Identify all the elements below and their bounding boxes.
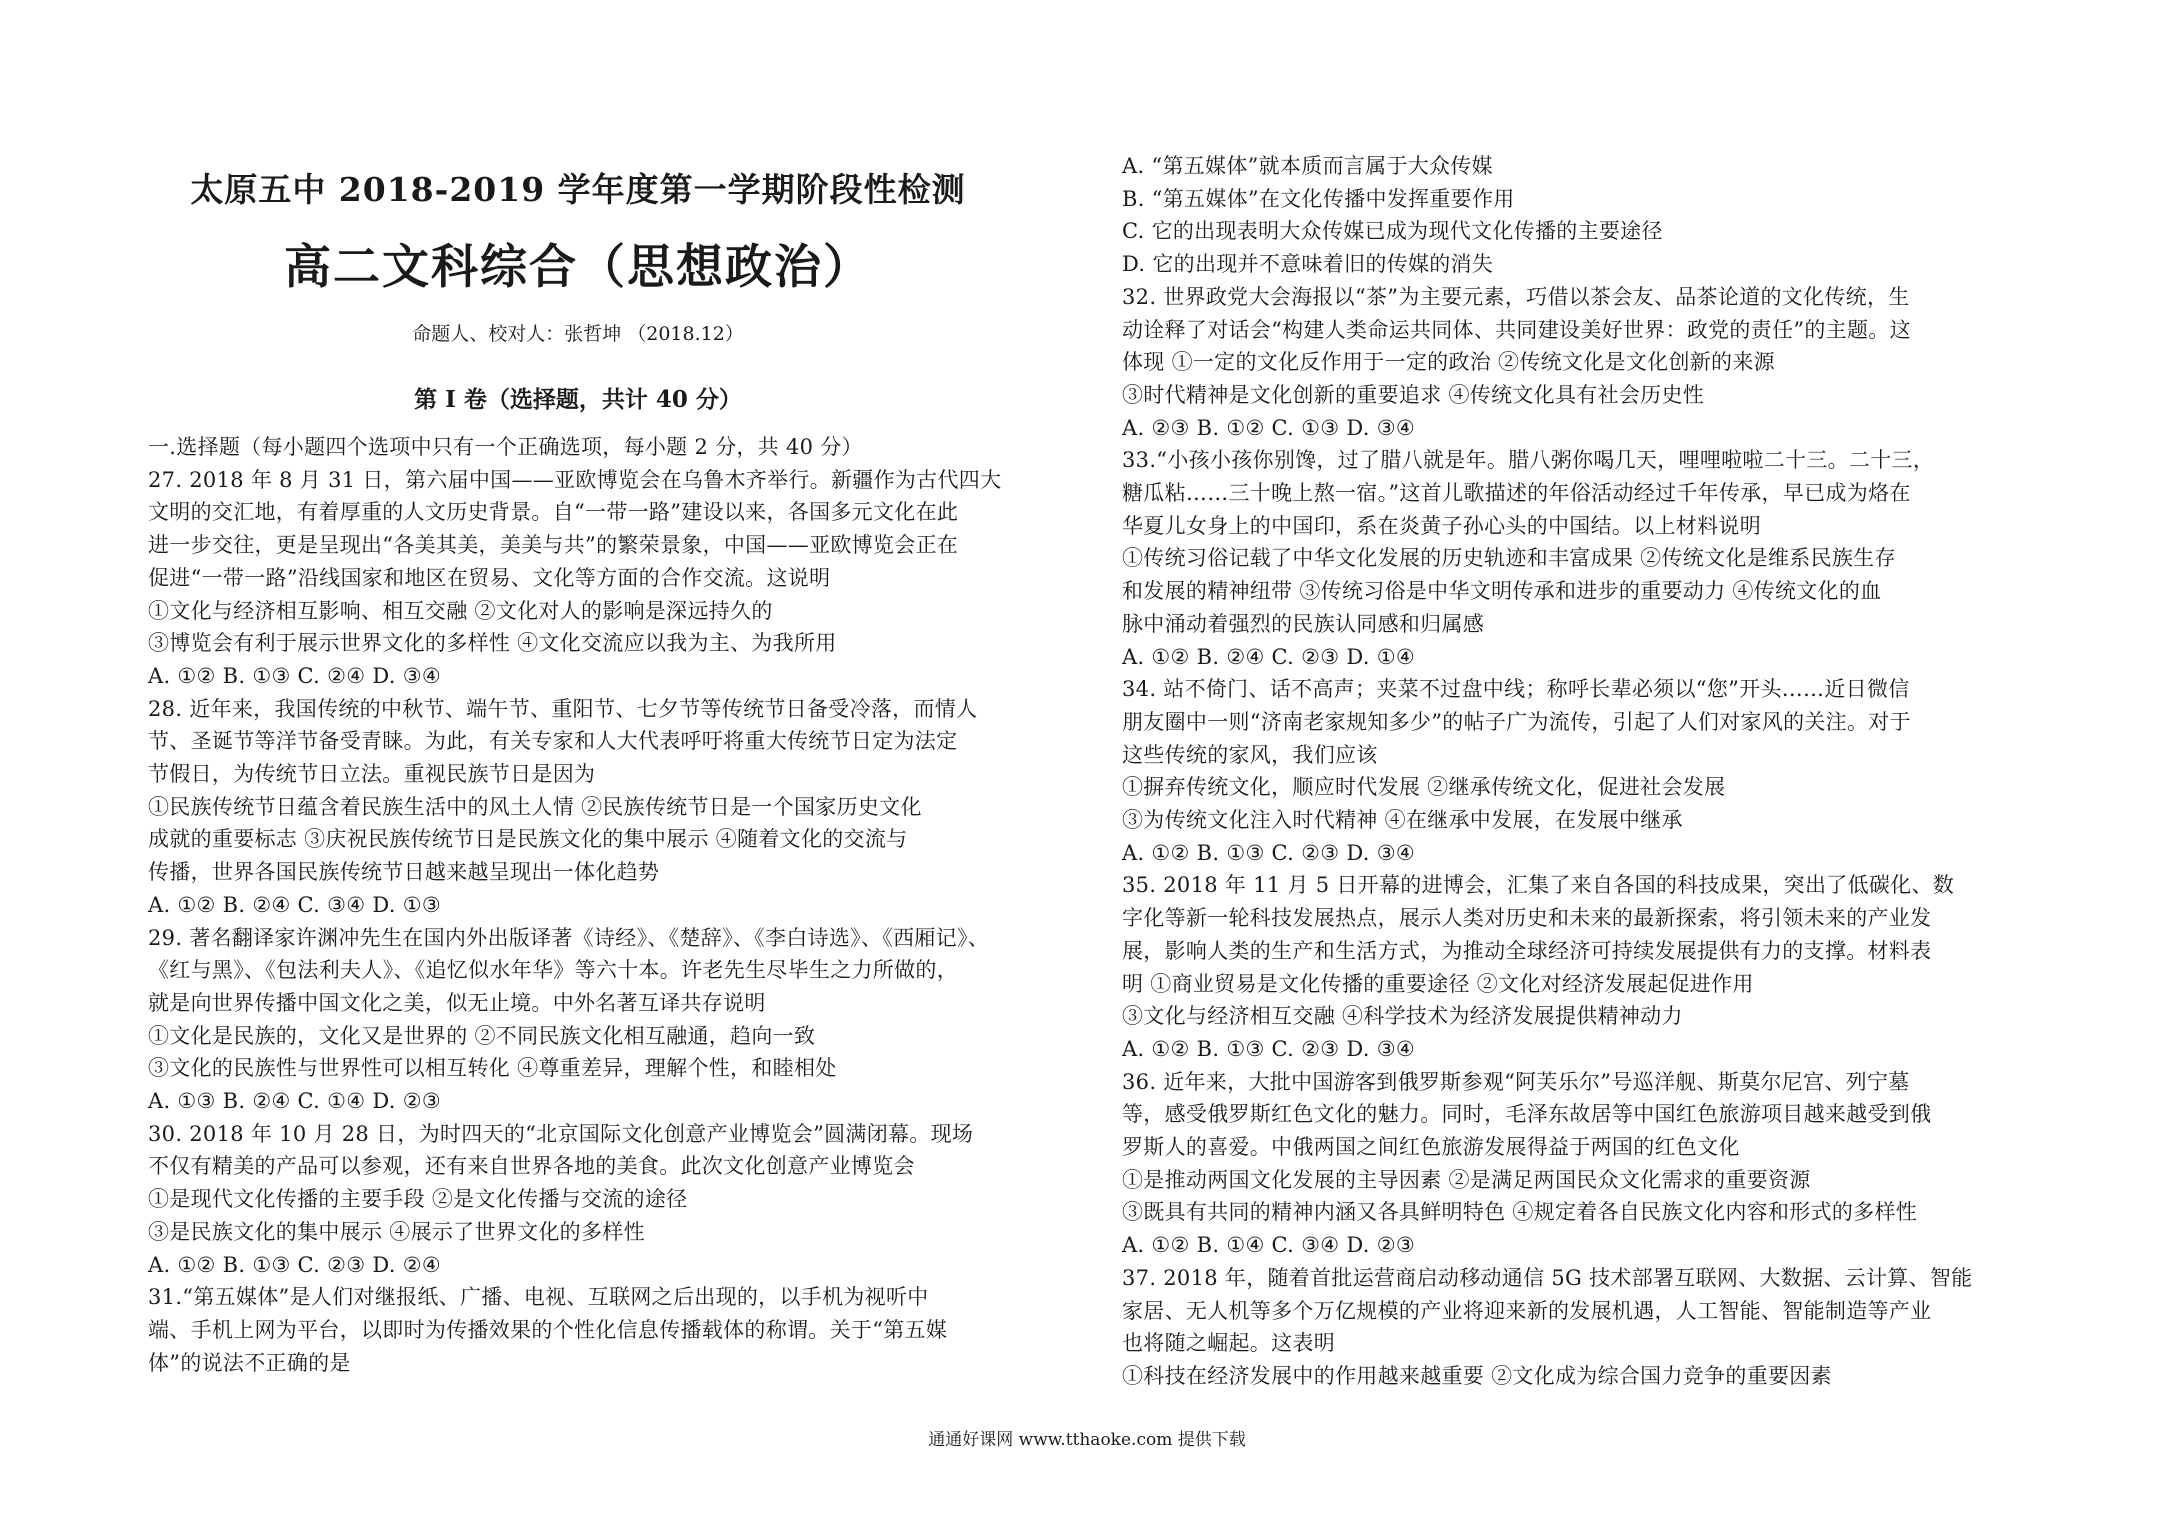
text-line: 30. 2018 年 10 月 28 日，为时四天的“北京国际文化创意产业博览会”圆满闭幕。现场: [148, 1121, 974, 1146]
text-line: 33.“小孩小孩你别馋，过了腊八就是年。腊八粥你喝几天，哩哩啦啦二十三。二十三，: [1122, 448, 1935, 473]
text-line: 29. 著名翻译家许渊冲先生在国内外出版译著《诗经》、《楚辞》、《李白诗选》、《西厢记》、: [148, 925, 990, 950]
text-line: 一.选择题（每小题四个选项中只有一个正确选项，每小题 2 分，共 40 分）: [148, 435, 863, 459]
text-line: 等，感受俄罗斯红色文化的魅力。同时，毛泽东故居等中国红色旅游项目越来越受到俄: [1122, 1102, 1932, 1127]
text-line: ③文化与经济相互交融 ④科学技术为经济发展提供精神动力: [1122, 1004, 1683, 1029]
text-line: ①科技在经济发展中的作用越来越重要 ②文化成为综合国力竞争的重要因素: [1122, 1363, 1832, 1388]
text-line: 文明的交汇地，有着厚重的人文历史背景。自“一带一路”建设以来，各国多元文化在此: [148, 500, 959, 525]
text-line: 和发展的精神纽带 ③传统习俗是中华文明传承和进步的重要动力 ④传统文化的血: [1122, 579, 1882, 604]
text-line: 成就的重要标志 ③庆祝民族传统节日是民族文化的集中展示 ④随着文化的交流与: [148, 827, 908, 852]
text-line: 进一步交往，更是呈现出“各美其美，美美与共”的繁荣景象，中国——亚欧博览会正在: [148, 533, 959, 558]
text-line: A. ①② B. ①③ C. ②③ D. ③④: [1122, 1036, 1415, 1061]
text-line: A. ①② B. ②④ C. ②③ D. ①④: [1122, 644, 1415, 669]
text-line: 脉中涌动着强烈的民族认同感和归属感: [1122, 611, 1485, 636]
text-line: ①是推动两国文化发展的主导因素 ②是满足两国民众文化需求的重要资源: [1122, 1167, 1811, 1192]
text-line: ③既具有共同的精神内涵又各具鲜明特色 ④规定着各自民族文化内容和形式的多样性: [1122, 1200, 1918, 1225]
text-line: 促进“一带一路”沿线国家和地区在贸易、文化等方面的合作交流。这说明: [148, 565, 831, 590]
text-line: 朋友圈中一则“济南老家规知多少”的帖子广为流传，引起了人们对家风的关注。对于: [1122, 709, 1911, 734]
text-line: 节假日，为传统节日立法。重视民族节日是因为: [148, 762, 596, 786]
text-line: A. ①② B. ①④ C. ③④ D. ②③: [1122, 1233, 1415, 1258]
text-line: 体”的说法不正确的是: [148, 1350, 351, 1375]
text-line: 节、圣诞节等洋节备受青睐。为此，有关专家和人大代表呼吁将重大传统节日定为法定: [148, 729, 958, 754]
text-line: A. ①② B. ①③ C. ②③ D. ②④: [148, 1252, 441, 1277]
text-line: 36. 近年来，大批中国游客到俄罗斯参观“阿芙乐尔”号巡洋舰、斯莫尔尼宫、列宁墓: [1122, 1069, 1910, 1094]
text-line: 就是向世界传播中国文化之美，似无止境。中外名著互译共存说明: [148, 990, 766, 1015]
text-line: A. ①② B. ①③ C. ②③ D. ③④: [1122, 840, 1415, 865]
text-line: 家居、无人机等多个万亿规模的产业将迎来新的发展机遇，人工智能、智能制造等产业: [1122, 1298, 1932, 1323]
text-line: A. ①② B. ①③ C. ②④ D. ③④: [148, 663, 441, 688]
text-line: ③博览会有利于展示世界文化的多样性 ④文化交流应以我为主、为我所用: [148, 631, 837, 656]
text-line: ③为传统文化注入时代精神 ④在继承中发展，在发展中继承: [1122, 808, 1683, 832]
text-line: A. ②③ B. ①② C. ①③ D. ③④: [1122, 415, 1415, 440]
text-line: A. ①③ B. ②④ C. ①④ D. ②③: [148, 1089, 441, 1113]
text-line: ①摒弃传统文化，顺应时代发展 ②继承传统文化，促进社会发展: [1122, 775, 1726, 800]
text-line: 不仅有精美的产品可以参观，还有来自世界各地的美食。此次文化创意产业博览会: [148, 1154, 915, 1179]
text-line: A. ①② B. ②④ C. ③④ D. ①③: [148, 892, 441, 917]
text-line: 也将随之崛起。这表明: [1122, 1331, 1335, 1356]
author-line: 命题人、校对人：张哲坤 （2018.12）: [412, 323, 744, 345]
footer-credit: 通通好课网 www.tthaoke.com 提供下载: [928, 1430, 1246, 1450]
text-line: 27. 2018 年 8 月 31 日，第六届中国——亚欧博览会在乌鲁木齐举行。新疆作为古代四大: [148, 467, 1002, 492]
text-line: 34. 站不倚门、话不高声；夹菜不过盘中线；称呼长辈必须以“您”开头……近日微信: [1122, 677, 1910, 702]
text-line: 35. 2018 年 11 月 5 日开幕的进博会，汇集了来自各国的科技成果，突出了低碳化、数: [1122, 873, 1955, 898]
text-line: 糖瓜粘……三十晚上熬一宿。”这首儿歌描述的年俗活动经过千年传承，早已成为烙在: [1122, 481, 1911, 505]
text-line: ①文化与经济相互影响、相互交融 ②文化对人的影响是深远持久的: [148, 598, 773, 623]
text-line: ①传统习俗记载了中华文化发展的历史轨迹和丰富成果 ②传统文化是维系民族生存: [1122, 546, 1896, 571]
text-line: 这些传统的家风，我们应该: [1122, 742, 1378, 767]
text-line: 明 ①商业贸易是文化传播的重要途径 ②文化对经济发展起促进作用: [1122, 971, 1754, 996]
text-line: 《红与黑》、《包法利夫人》、《追忆似水年华》等六十本。许老先生尽毕生之力所做的，: [148, 958, 958, 983]
text-line: 31.“第五媒体”是人们对继报纸、广播、电视、互联网之后出现的，以手机为视听中: [148, 1285, 929, 1310]
text-line: 32. 世界政党大会海报以“茶”为主要元素，巧借以茶会友、品茶论道的文化传统，生: [1122, 284, 1910, 309]
text-line: A. “第五媒体”就本质而言属于大众传媒: [1122, 154, 1493, 178]
text-line: C. 它的出现表明大众传媒已成为现代文化传播的主要途径: [1122, 219, 1663, 244]
text-line: ③文化的民族性与世界性可以相互转化 ④尊重差异，理解个性，和睦相处: [148, 1056, 837, 1081]
section-title: 第 I 卷（选择题，共计 40 分）: [414, 386, 742, 413]
text-line: 华夏儿女身上的中国印，系在炎黄子孙心头的中国结。以上材料说明: [1122, 513, 1761, 538]
text-line: 动诠释了对话会“构建人类命运共同体、共同建设美好世界：政党的责任”的主题。这: [1122, 317, 1911, 342]
text-line: ③是民族文化的集中展示 ④展示了世界文化的多样性: [148, 1219, 645, 1244]
exam-subtitle: 高二文科综合（思想政治）: [284, 240, 872, 295]
text-line: 传播，世界各国民族传统节日越来越呈现出一体化趋势: [148, 860, 660, 885]
text-line: 体现 ①一定的文化反作用于一定的政治 ②传统文化是文化创新的来源: [1122, 350, 1775, 375]
text-line: 37. 2018 年，随着首批运营商启动移动通信 5G 技术部署互联网、大数据、云计算、智能: [1122, 1265, 1973, 1290]
text-line: 字化等新一轮科技发展热点，展示人类对历史和未来的最新探索，将引领未来的产业发: [1122, 906, 1932, 931]
text-line: 28. 近年来，我国传统的中秋节、端午节、重阳节、七夕节等传统节日备受冷落，而情人: [148, 696, 978, 721]
exam-title: 太原五中 2018-2019 学年度第一学期阶段性检测: [190, 170, 966, 209]
text-line: 罗斯人的喜爱。中俄两国之间红色旅游发展得益于两国的红色文化: [1122, 1135, 1740, 1159]
text-line: B. “第五媒体”在文化传播中发挥重要作用: [1122, 186, 1515, 211]
text-line: ①民族传统节日蕴含着民族生活中的风土人情 ②民族传统节日是一个国家历史文化: [148, 794, 922, 819]
text-line: 端、手机上网为平台，以即时为传播效果的个性化信息传播载体的称谓。关于“第五媒: [148, 1317, 948, 1342]
text-line: ①文化是民族的，文化又是世界的 ②不同民族文化相互融通，趋向一致: [148, 1023, 816, 1048]
text-line: D. 它的出现并不意味着旧的传媒的消失: [1122, 252, 1494, 277]
text-line: 展，影响人类的生产和生活方式，为推动全球经济可持续发展提供有力的支撑。材料表: [1122, 938, 1932, 963]
text-line: ③时代精神是文化创新的重要追求 ④传统文化具有社会历史性: [1122, 382, 1705, 407]
text-line: ①是现代文化传播的主要手段 ②是文化传播与交流的途径: [148, 1187, 688, 1212]
